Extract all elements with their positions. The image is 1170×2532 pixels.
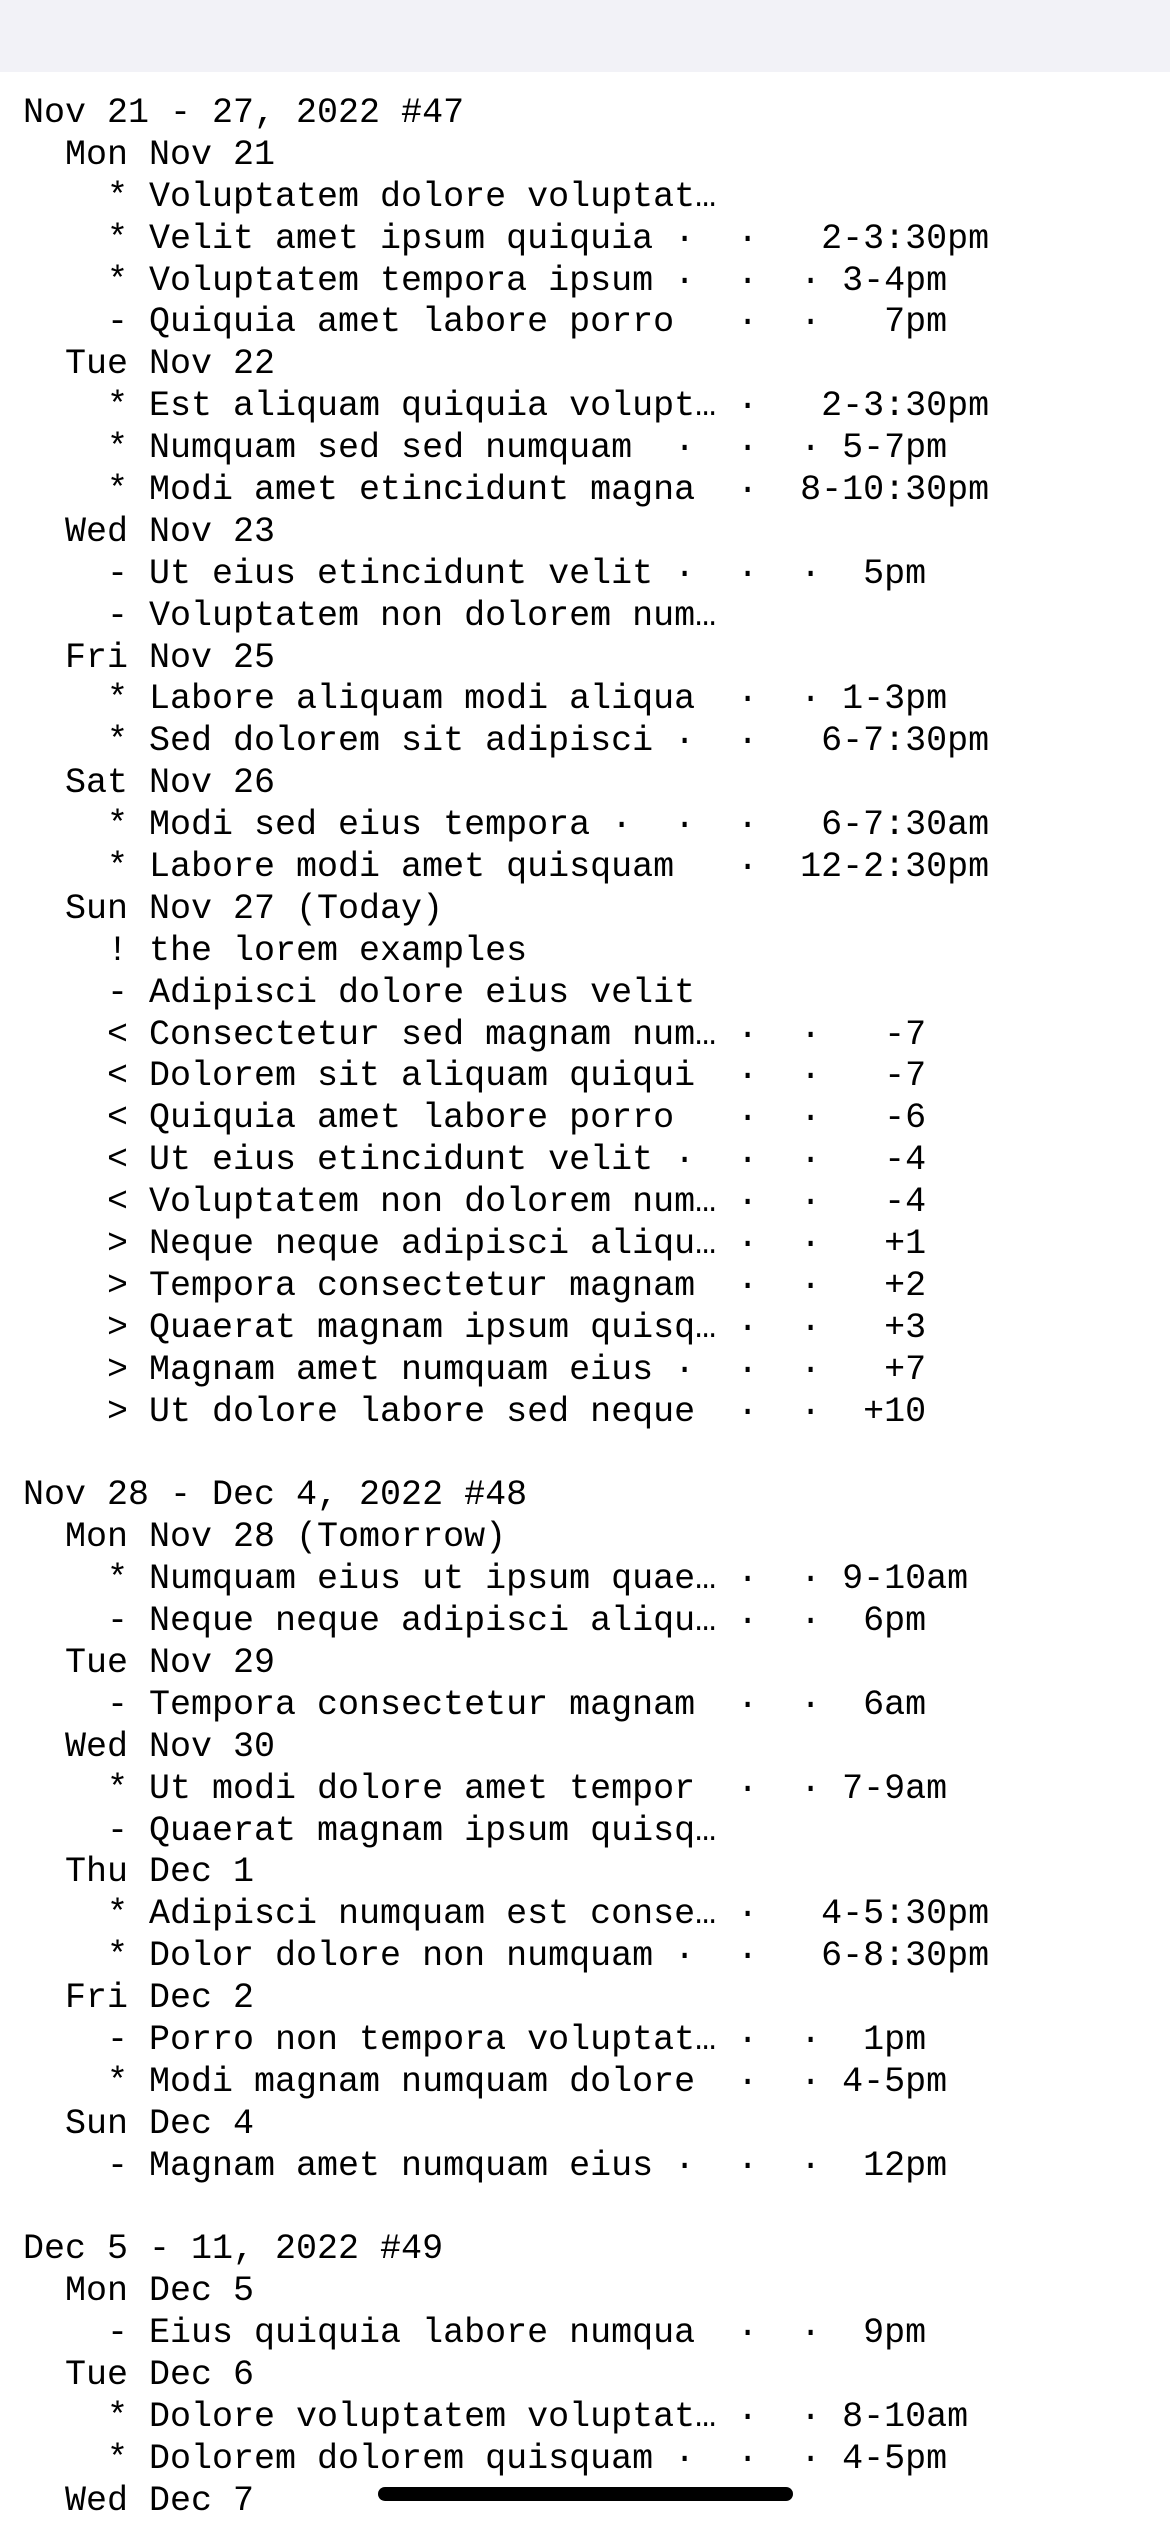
agenda-item-overdue[interactable]: < Dolorem sit aliquam quiqui · · -7 xyxy=(23,1056,927,1097)
day-header: Thu Dec 1 xyxy=(23,1852,255,1893)
agenda-item[interactable]: * Voluptatem dolore voluptat… xyxy=(23,176,717,217)
agenda-item[interactable]: - Ut eius etincidunt velit · · · 5pm xyxy=(23,553,927,594)
blank-line xyxy=(23,2188,1170,2230)
agenda-list[interactable] xyxy=(23,93,1170,2523)
day-header: Fri Nov 25 xyxy=(23,637,276,678)
week-header: Nov 28 - Dec 4, 2022 #48 xyxy=(23,1475,528,1516)
agenda-item[interactable]: * Labore aliquam modi aliqua · · 1-3pm xyxy=(23,679,948,720)
day-header: Tue Dec 6 xyxy=(23,2355,255,2396)
day-header: Mon Nov 21 xyxy=(23,134,276,175)
day-header-tomorrow: Mon Nov 28 (Tomorrow) xyxy=(23,1517,507,1558)
day-header: Wed Nov 30 xyxy=(23,1726,276,1767)
week-header: Nov 21 - 27, 2022 #47 xyxy=(23,93,465,133)
agenda-item[interactable]: * Numquam sed sed numquam · · · 5-7pm xyxy=(23,428,948,469)
agenda-item[interactable]: * Numquam eius ut ipsum quae… · · 9-10am xyxy=(23,1559,969,1600)
agenda-item[interactable]: * Ut modi dolore amet tempor · · 7-9am xyxy=(23,1768,948,1809)
agenda-item[interactable]: - Magnam amet numquam eius · · · 12pm xyxy=(23,2145,948,2186)
agenda-item[interactable]: * Dolor dolore non numquam · · 6-8:30pm xyxy=(23,1936,990,1977)
agenda-item[interactable]: * Est aliquam quiquia volupt… · 2-3:30pm xyxy=(23,386,990,427)
agenda-item[interactable]: * Adipisci numquam est conse… · 4-5:30pm xyxy=(23,1894,990,1935)
agenda-item[interactable]: - Quiquia amet labore porro · · 7pm xyxy=(23,302,948,343)
agenda-item[interactable]: * Labore modi amet quisquam · 12-2:30pm xyxy=(23,847,990,888)
agenda-item-upcoming[interactable]: > Ut dolore labore sed neque · · +10 xyxy=(23,1391,927,1432)
agenda-item[interactable]: * Sed dolorem sit adipisci · · 6-7:30pm xyxy=(23,721,990,762)
agenda-item[interactable]: - Quaerat magnam ipsum quisq… xyxy=(23,1810,717,1851)
day-header: Tue Nov 29 xyxy=(23,1642,276,1683)
agenda-item-overdue[interactable]: < Consectetur sed magnam num… · · -7 xyxy=(23,1014,927,1055)
agenda-item[interactable]: * Velit amet ipsum quiquia · · 2-3:30pm xyxy=(23,218,990,259)
day-header: Wed Dec 7 xyxy=(23,2480,255,2521)
week-header: Dec 5 - 11, 2022 #49 xyxy=(23,2229,444,2270)
agenda-item-overdue[interactable]: < Ut eius etincidunt velit · · · -4 xyxy=(23,1140,927,1181)
status-bar-area xyxy=(0,0,1170,72)
agenda-item-overdue[interactable]: < Voluptatem non dolorem num… · · -4 xyxy=(23,1182,927,1223)
agenda-item-upcoming[interactable]: > Quaerat magnam ipsum quisq… · · +3 xyxy=(23,1307,927,1348)
agenda-item[interactable]: * Dolorem dolorem quisquam · · · 4-5pm xyxy=(23,2438,948,2479)
agenda-item[interactable]: - Porro non tempora voluptat… · · 1pm xyxy=(23,2019,927,2060)
agenda-item-upcoming[interactable]: > Magnam amet numquam eius · · · +7 xyxy=(23,1349,927,1390)
agenda-item[interactable]: * Modi amet etincidunt magna · 8-10:30pm xyxy=(23,470,990,511)
agenda-item[interactable]: * Modi magnam numquam dolore · · 4-5pm xyxy=(23,2061,948,2102)
agenda-item[interactable]: - Voluptatem non dolorem num… xyxy=(23,595,717,636)
agenda-item-overdue[interactable]: < Quiquia amet labore porro · · -6 xyxy=(23,1098,927,1139)
blank-line xyxy=(23,1434,1170,1476)
day-header-today: Sun Nov 27 (Today) xyxy=(23,888,444,929)
day-header: Wed Nov 23 xyxy=(23,511,276,552)
agenda-item[interactable]: - Eius quiquia labore numqua · · 9pm xyxy=(23,2313,927,2354)
agenda-item[interactable]: - Tempora consectetur magnam · · 6am xyxy=(23,1684,927,1725)
home-indicator[interactable] xyxy=(378,2487,793,2501)
day-header: Tue Nov 22 xyxy=(23,344,276,385)
agenda-item[interactable]: - Neque neque adipisci aliqu… · · 6pm xyxy=(23,1601,927,1642)
agenda-item[interactable]: - Adipisci dolore eius velit xyxy=(23,972,696,1013)
day-header: Sat Nov 26 xyxy=(23,763,276,804)
day-header: Mon Dec 5 xyxy=(23,2271,255,2312)
agenda-item[interactable]: * Dolore voluptatem voluptat… · · 8-10am xyxy=(23,2396,969,2437)
day-header: Sun Dec 4 xyxy=(23,2103,255,2144)
agenda-item-upcoming[interactable]: > Neque neque adipisci aliqu… · · +1 xyxy=(23,1224,927,1265)
agenda-item-upcoming[interactable]: > Tempora consectetur magnam · · +2 xyxy=(23,1265,927,1306)
agenda-item[interactable]: * Modi sed eius tempora · · · 6-7:30am xyxy=(23,805,990,846)
agenda-item[interactable]: * Voluptatem tempora ipsum · · · 3-4pm xyxy=(23,260,948,301)
day-header: Fri Dec 2 xyxy=(23,1978,255,2019)
agenda-item[interactable]: ! the lorem examples xyxy=(23,930,528,971)
